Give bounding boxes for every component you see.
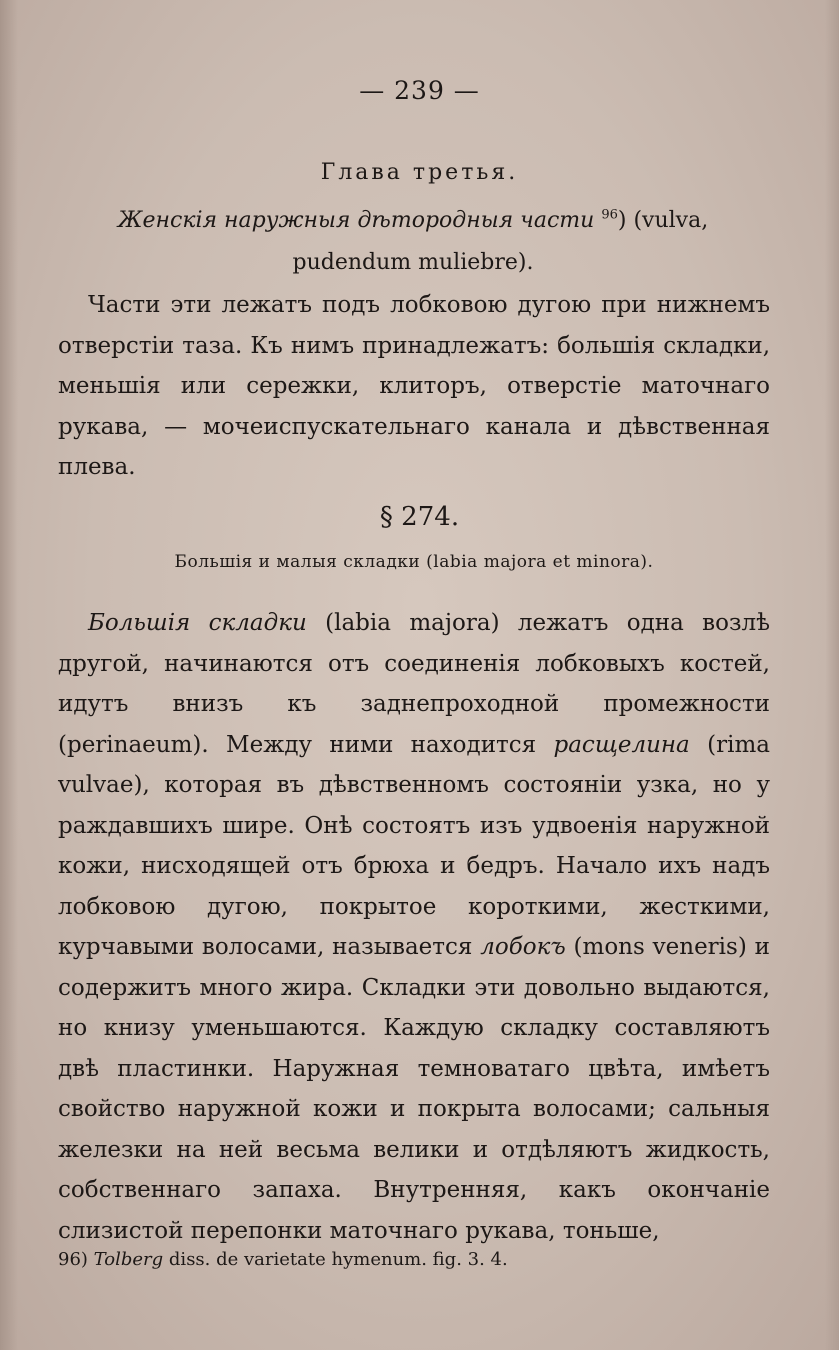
paragraph-text-1: (labia majora) лежатъ одна возлѣ другой, начинаются отъ соединенія лобковыхъ костей, идутъ внизъ къ заднепроходной промежности (perinaeum). Между ними находится xyxy=(58,610,770,758)
paragraph-term-rima: расщелина xyxy=(553,731,690,758)
chapter-title: Глава третья. xyxy=(320,160,519,185)
chapter-subtitle xyxy=(58,200,768,284)
chapter-subtitle-russian: Женскія наружныя дѣтородныя части xyxy=(117,208,595,233)
paragraph-term-mons: лобокъ xyxy=(480,934,566,960)
section-paragraph xyxy=(58,603,770,1251)
footnote-author: Tolberg xyxy=(93,1249,164,1270)
section-heading: Большія и малыя складки (labia majora et minora). xyxy=(174,552,654,572)
section-number: § 274. xyxy=(379,502,460,532)
paragraph-lead-term: Большія складки xyxy=(88,610,307,636)
footnote xyxy=(58,1246,770,1274)
paragraph-text-2: (rima vulvae), которая въ дѣвственномъ состояніи узка, но у раждавшихъ шире. Онѣ состоятъ изъ удвоенія наружной кожи, нисходящей отъ брюха и бедръ. Начало ихъ надъ лобковою дугою, покрытое короткими, жесткими, курчавыми волосами, называется xyxy=(58,731,770,960)
footnote-ref: 96) xyxy=(58,1249,88,1270)
footnote-reference: 96 xyxy=(601,207,618,223)
footnote-text: diss. de varietate hymenum. fig. 3. 4. xyxy=(163,1249,508,1270)
intro-paragraph: Части эти лежатъ подъ лобковою дугою при нижнемъ отверстіи таза. Къ нимъ принадлежатъ: большія складки, меньшія или сережки, клиторъ, отверстіе маточнаго рукава, — мочеиспускательнаго канала и дѣвственная плева. xyxy=(58,292,770,480)
chapter-subtitle-latin: ) (vulva, pudendum muliebre). xyxy=(292,208,709,275)
paragraph-text-3: (mons veneris) и содержитъ много жира. Складки эти довольно выдаются, но книзу уменьшаются. Каждую складку составляютъ двѣ пластинки. Наружная темноватаго цвѣта, имѣетъ свойство наружной кожи и покрыта волосами; сальныя железки на ней весьма велики и отдѣляютъ жидкость, собственнаго запаха. Внутренняя, какъ окончаніе слизистой перепонки маточнаго рукава, тоньше, xyxy=(58,934,770,1244)
page-number: — 239 — xyxy=(359,76,480,105)
